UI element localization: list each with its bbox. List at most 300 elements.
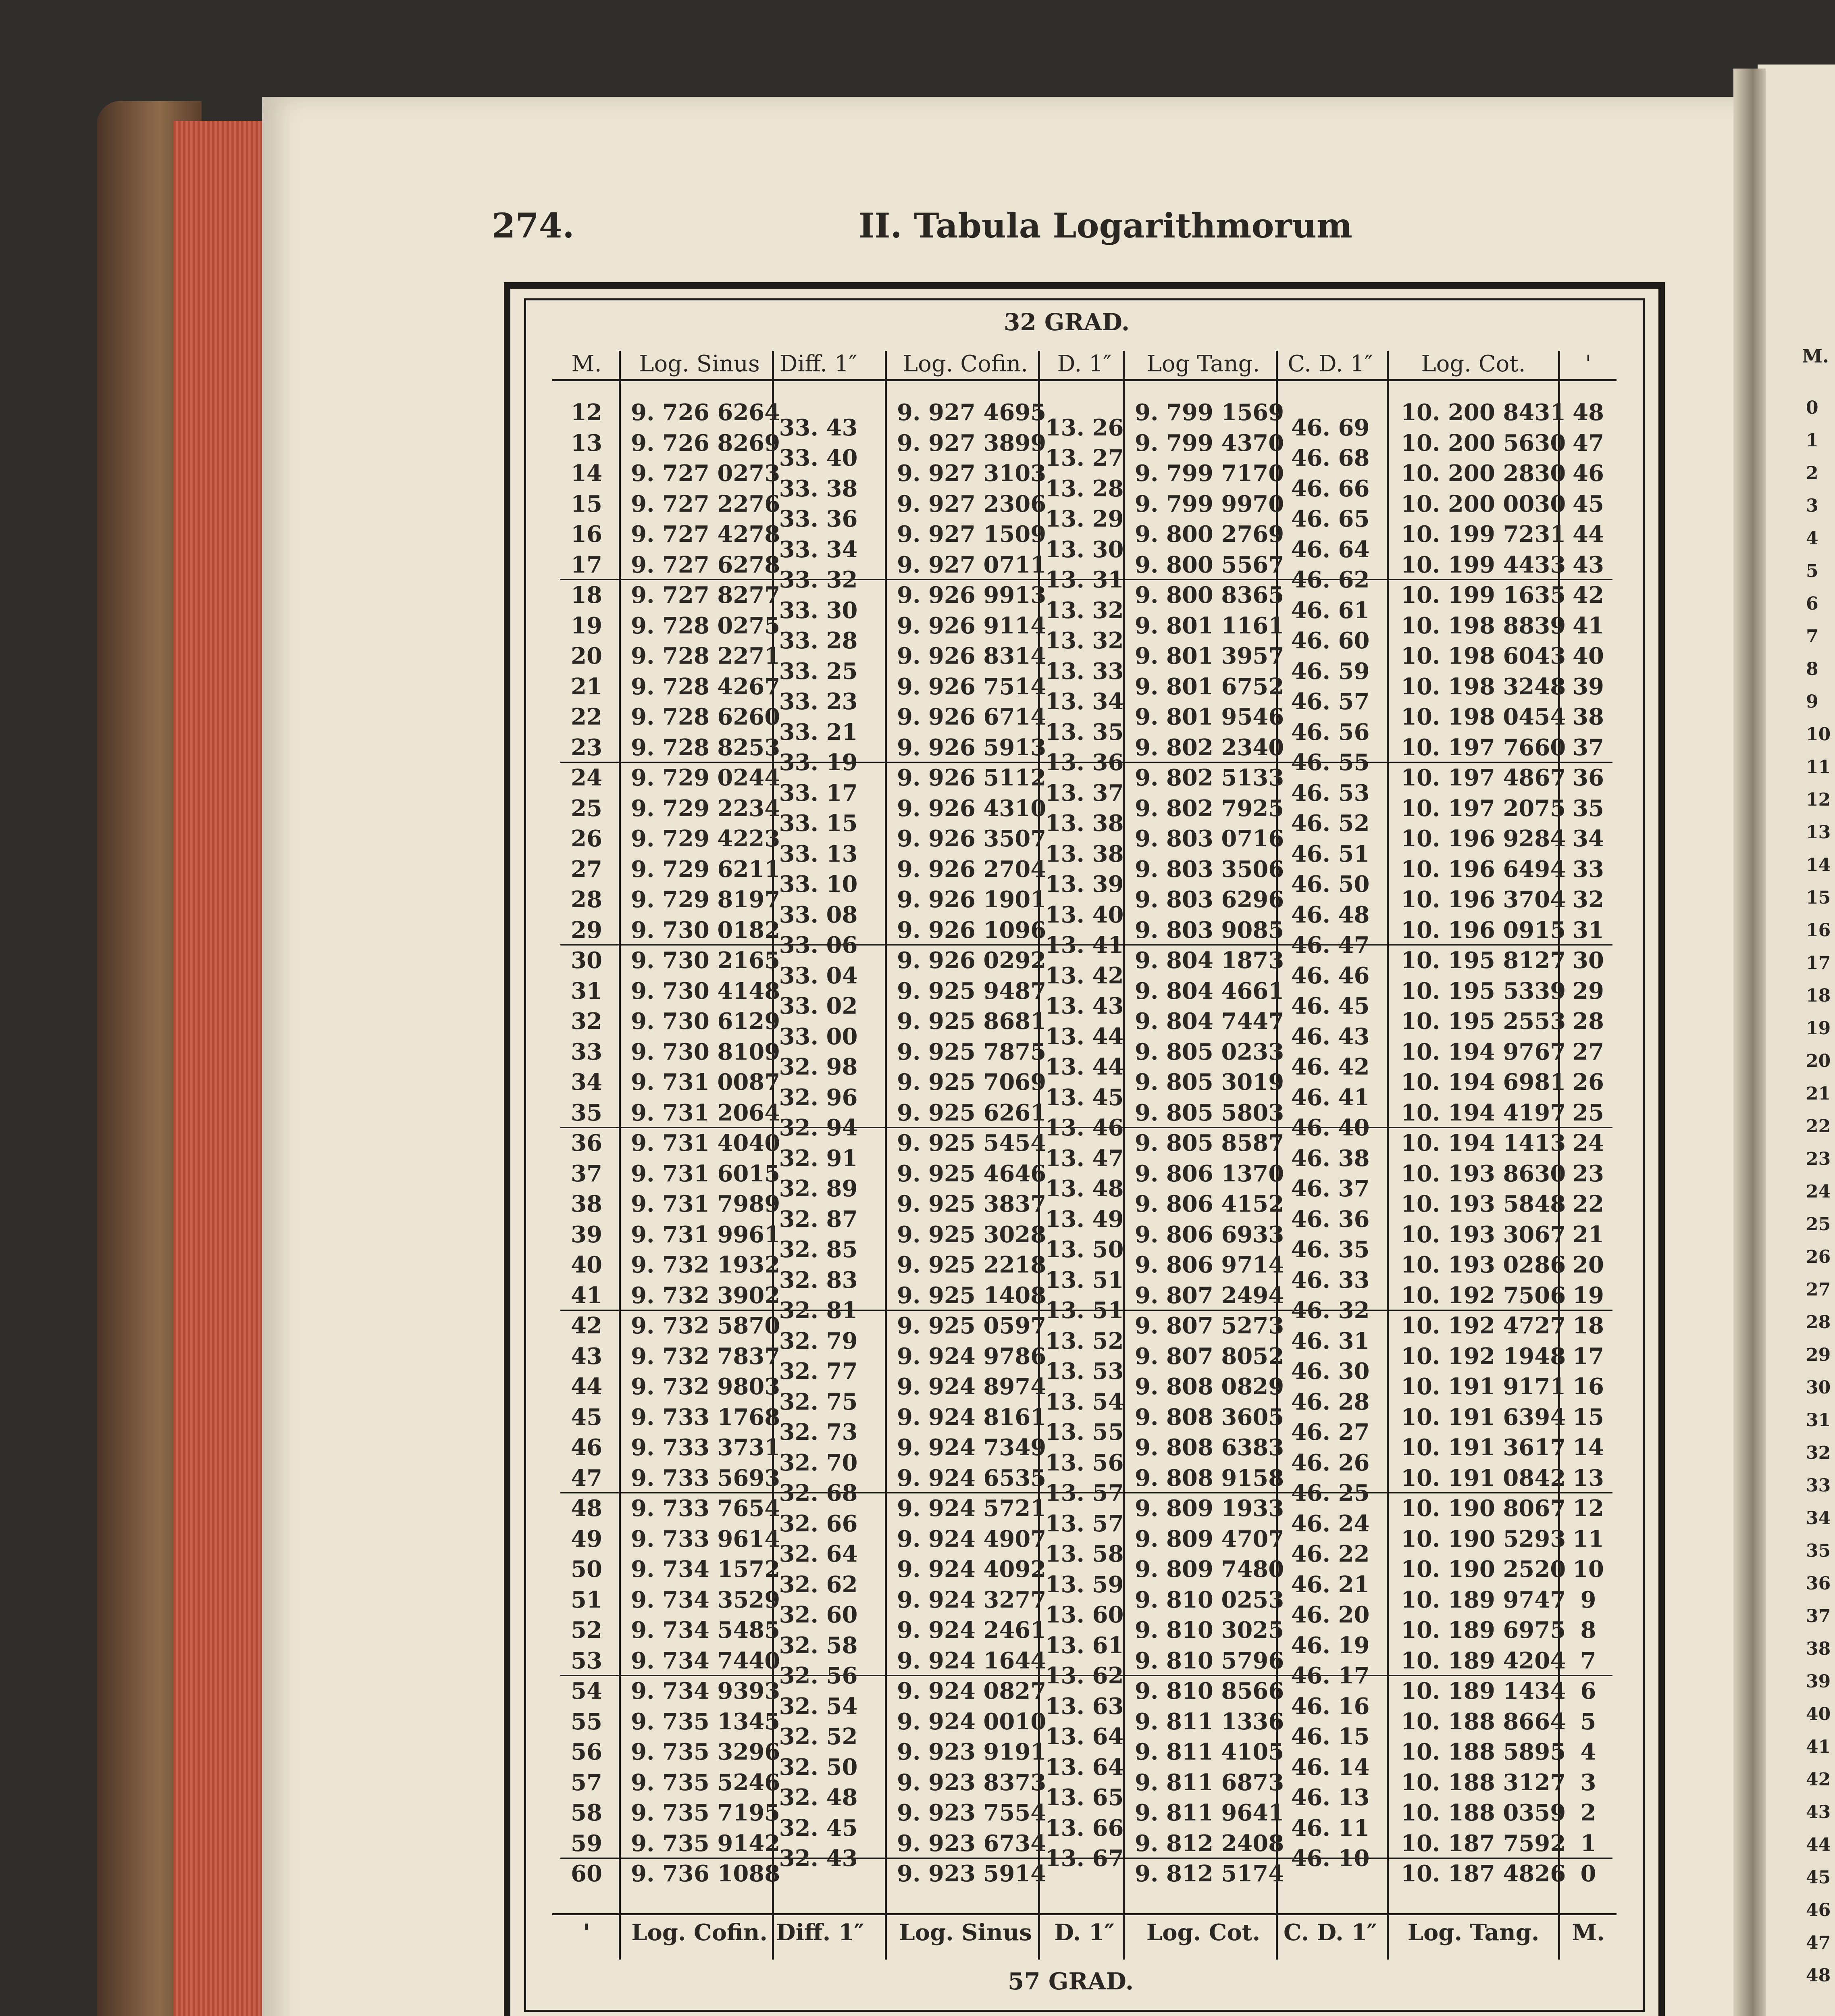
next-page-minute: 8 xyxy=(1806,659,1818,679)
log-cotangent-value: 10. 190 5293 xyxy=(1401,1526,1566,1552)
minute-label-right: 7 xyxy=(1580,1647,1596,1674)
next-page-minute: 20 xyxy=(1806,1051,1831,1071)
log-tangent-value: 9. 808 6383 xyxy=(1135,1434,1284,1461)
diff-cosinus-value: 13. 34 xyxy=(1045,688,1124,715)
diff-sinus-value: 32. 81 xyxy=(779,1297,858,1324)
next-page-minute: 28 xyxy=(1806,1312,1831,1333)
log-sinus-value: 9. 726 8269 xyxy=(631,430,780,456)
log-tangent-value: 9. 803 6296 xyxy=(1135,886,1284,913)
log-cotangent-value: 10. 193 5848 xyxy=(1401,1191,1566,1217)
next-page-minute: 9 xyxy=(1806,691,1818,712)
log-cosinus-value: 9. 926 4310 xyxy=(897,795,1046,822)
log-cosinus-value: 9. 926 8314 xyxy=(897,643,1046,669)
header-log-tangent: Log Tang. xyxy=(1146,351,1260,377)
log-cotangent-value: 10. 188 0359 xyxy=(1401,1799,1566,1826)
diff-cosinus-value: 13. 26 xyxy=(1045,414,1124,441)
diff-sinus-value: 32. 91 xyxy=(779,1145,858,1172)
diff-sinus-value: 33. 02 xyxy=(779,993,858,1019)
log-tangent-value: 9. 809 1933 xyxy=(1135,1495,1284,1522)
log-tangent-value: 9. 802 2340 xyxy=(1135,734,1284,761)
log-tangent-value: 9. 801 6752 xyxy=(1135,673,1284,700)
next-page-header: M. xyxy=(1802,345,1829,367)
log-cotangent-value: 10. 191 6394 xyxy=(1401,1404,1566,1431)
next-page-minute: 7 xyxy=(1806,626,1818,647)
log-cotangent-value: 10. 196 6494 xyxy=(1401,856,1566,883)
log-tangent-value: 9. 800 2769 xyxy=(1135,521,1284,548)
diff-sinus-value: 32. 66 xyxy=(779,1510,858,1537)
minute-label: 27 xyxy=(571,856,602,883)
minute-label-right: 38 xyxy=(1573,704,1604,730)
diff-cosinus-value: 13. 43 xyxy=(1045,993,1124,1019)
next-page-minute: 13 xyxy=(1806,822,1831,843)
diff-tangent-value: 46. 40 xyxy=(1291,1114,1370,1141)
diff-sinus-value: 32. 77 xyxy=(779,1358,858,1385)
log-cosinus-value: 9. 926 6714 xyxy=(897,704,1046,730)
next-page-minute: 41 xyxy=(1806,1737,1831,1757)
log-tangent-value: 9. 806 9714 xyxy=(1135,1252,1284,1278)
log-tangent-value: 9. 806 6933 xyxy=(1135,1221,1284,1248)
minute-label: 42 xyxy=(571,1312,602,1339)
log-cotangent-value: 10. 194 9767 xyxy=(1401,1039,1566,1065)
footer-log-cotangent: Log. Cot. xyxy=(1146,1919,1261,1946)
diff-sinus-value: 33. 25 xyxy=(779,658,858,685)
diff-sinus-value: 33. 40 xyxy=(779,445,858,471)
minute-label-right: 12 xyxy=(1573,1495,1604,1522)
diff-cosinus-value: 13. 60 xyxy=(1045,1602,1124,1628)
log-sinus-value: 9. 728 6260 xyxy=(631,704,780,730)
minute-label: 45 xyxy=(571,1404,602,1431)
log-cosinus-value: 9. 926 5112 xyxy=(897,764,1046,791)
log-tangent-value: 9. 802 5133 xyxy=(1135,764,1284,791)
minute-label-right: 22 xyxy=(1573,1191,1604,1217)
next-page-minute: 33 xyxy=(1806,1475,1831,1496)
minute-label: 36 xyxy=(571,1130,602,1156)
log-tangent-value: 9. 811 1336 xyxy=(1135,1708,1284,1735)
diff-tangent-value: 46. 62 xyxy=(1291,566,1370,593)
diff-cosinus-value: 13. 31 xyxy=(1045,566,1124,593)
diff-sinus-value: 32. 52 xyxy=(779,1723,858,1750)
log-cotangent-value: 10. 199 4433 xyxy=(1401,552,1566,578)
diff-tangent-value: 46. 57 xyxy=(1291,688,1370,715)
minute-label: 22 xyxy=(571,704,602,730)
log-cosinus-value: 9. 926 9114 xyxy=(897,612,1046,639)
minute-label: 33 xyxy=(571,1039,602,1065)
footer-diff-cosinus: D. 1″ xyxy=(1054,1919,1115,1946)
diff-tangent-value: 46. 65 xyxy=(1291,506,1370,532)
log-tangent-value: 9. 801 1161 xyxy=(1135,612,1284,639)
log-sinus-value: 9. 729 2234 xyxy=(631,795,780,822)
diff-cosinus-value: 13. 27 xyxy=(1045,445,1124,471)
minute-label-right: 34 xyxy=(1573,825,1604,852)
diff-cosinus-value: 13. 38 xyxy=(1045,841,1124,867)
log-cotangent-value: 10. 200 8431 xyxy=(1401,399,1566,426)
minute-label: 28 xyxy=(571,886,602,913)
minute-label-right: 32 xyxy=(1573,886,1604,913)
next-page-minute: 30 xyxy=(1806,1377,1831,1398)
minute-label-right: 42 xyxy=(1573,582,1604,608)
next-page-minute: 45 xyxy=(1806,1867,1831,1888)
next-page-minute: 27 xyxy=(1806,1279,1831,1300)
minute-label-right: 16 xyxy=(1573,1373,1604,1400)
log-sinus-value: 9. 730 0182 xyxy=(631,917,780,943)
diff-tangent-value: 46. 56 xyxy=(1291,719,1370,746)
diff-cosinus-value: 13. 61 xyxy=(1045,1632,1124,1659)
log-cosinus-value: 9. 923 6734 xyxy=(897,1830,1046,1857)
log-tangent-value: 9. 801 9546 xyxy=(1135,704,1284,730)
log-tangent-value: 9. 800 8365 xyxy=(1135,582,1284,608)
diff-sinus-value: 32. 87 xyxy=(779,1206,858,1233)
minute-label-right: 15 xyxy=(1573,1404,1604,1431)
next-page-minute: 22 xyxy=(1806,1116,1831,1137)
log-cosinus-value: 9. 927 1509 xyxy=(897,521,1046,548)
minute-label: 20 xyxy=(571,643,602,669)
log-sinus-value: 9. 731 2064 xyxy=(631,1100,780,1126)
diff-sinus-value: 33. 04 xyxy=(779,962,858,989)
minute-label-right: 35 xyxy=(1573,795,1604,822)
log-cotangent-value: 10. 190 8067 xyxy=(1401,1495,1566,1522)
diff-cosinus-value: 13. 32 xyxy=(1045,597,1124,624)
log-cosinus-value: 9. 924 4907 xyxy=(897,1526,1046,1552)
next-page-minute: 23 xyxy=(1806,1149,1831,1169)
diff-sinus-value: 32. 50 xyxy=(779,1754,858,1781)
log-cotangent-value: 10. 189 4204 xyxy=(1401,1647,1566,1674)
log-sinus-value: 9. 728 8253 xyxy=(631,734,780,761)
next-page-minute: 19 xyxy=(1806,1018,1831,1039)
minute-label-right: 18 xyxy=(1573,1312,1604,1339)
log-sinus-value: 9. 731 6015 xyxy=(631,1160,780,1187)
minute-label-right: 29 xyxy=(1573,978,1604,1004)
log-tangent-value: 9. 799 9970 xyxy=(1135,491,1284,517)
page-number: 274. xyxy=(492,206,574,246)
log-sinus-value: 9. 729 0244 xyxy=(631,764,780,791)
log-cosinus-value: 9. 924 9786 xyxy=(897,1343,1046,1370)
minute-label-right: 41 xyxy=(1573,612,1604,639)
diff-tangent-value: 46. 59 xyxy=(1291,658,1370,685)
minute-label-right: 33 xyxy=(1573,856,1604,883)
diff-sinus-value: 33. 36 xyxy=(779,506,858,532)
log-sinus-value: 9. 731 9961 xyxy=(631,1221,780,1248)
next-page-minute: 14 xyxy=(1806,855,1831,875)
minute-label: 40 xyxy=(571,1252,602,1278)
log-tangent-value: 9. 803 9085 xyxy=(1135,917,1284,943)
diff-cosinus-value: 13. 48 xyxy=(1045,1175,1124,1202)
minute-label: 18 xyxy=(571,582,602,608)
log-sinus-value: 9. 732 9803 xyxy=(631,1373,780,1400)
log-tangent-value: 9. 805 3019 xyxy=(1135,1069,1284,1095)
minute-label: 47 xyxy=(571,1465,602,1491)
minute-label: 21 xyxy=(571,673,602,700)
log-cotangent-value: 10. 198 0454 xyxy=(1401,704,1566,730)
log-sinus-value: 9. 730 2165 xyxy=(631,947,780,974)
diff-cosinus-value: 13. 67 xyxy=(1045,1845,1124,1872)
log-sinus-value: 9. 732 5870 xyxy=(631,1312,780,1339)
diff-sinus-value: 33. 00 xyxy=(779,1023,858,1050)
diff-tangent-value: 46. 64 xyxy=(1291,536,1370,563)
diff-cosinus-value: 13. 57 xyxy=(1045,1510,1124,1537)
diff-tangent-value: 46. 10 xyxy=(1291,1845,1370,1872)
log-cotangent-value: 10. 194 1413 xyxy=(1401,1130,1566,1156)
minute-label: 49 xyxy=(571,1526,602,1552)
diff-tangent-value: 46. 68 xyxy=(1291,445,1370,471)
diff-cosinus-value: 13. 33 xyxy=(1045,658,1124,685)
log-tangent-value: 9. 799 1569 xyxy=(1135,399,1284,426)
log-cotangent-value: 10. 196 3704 xyxy=(1401,886,1566,913)
minute-label-right: 24 xyxy=(1573,1130,1604,1156)
minute-label-right: 25 xyxy=(1573,1100,1604,1126)
diff-sinus-value: 33. 15 xyxy=(779,810,858,837)
log-sinus-value: 9. 729 4223 xyxy=(631,825,780,852)
diff-tangent-value: 46. 28 xyxy=(1291,1389,1370,1415)
minute-label: 29 xyxy=(571,917,602,943)
log-sinus-value: 9. 734 5485 xyxy=(631,1617,780,1643)
log-cotangent-value: 10. 191 0842 xyxy=(1401,1465,1566,1491)
minute-label-right: 6 xyxy=(1580,1678,1596,1704)
next-page-minute: 3 xyxy=(1806,496,1818,516)
header-diff-cosinus: D. 1″ xyxy=(1057,351,1112,377)
diff-tangent-value: 46. 20 xyxy=(1291,1602,1370,1628)
diff-cosinus-value: 13. 65 xyxy=(1045,1784,1124,1811)
diff-sinus-value: 33. 17 xyxy=(779,780,858,806)
log-tangent-value: 9. 800 5567 xyxy=(1135,552,1284,578)
diff-tangent-value: 46. 50 xyxy=(1291,871,1370,898)
log-tangent-value: 9. 806 4152 xyxy=(1135,1191,1284,1217)
log-cosinus-value: 9. 925 3837 xyxy=(897,1191,1046,1217)
log-cotangent-value: 10. 190 2520 xyxy=(1401,1556,1566,1583)
footer-diff: Diff. 1″ xyxy=(776,1919,864,1946)
diff-tangent-value: 46. 16 xyxy=(1291,1693,1370,1720)
log-cotangent-value: 10. 200 0030 xyxy=(1401,491,1566,517)
log-cosinus-value: 9. 927 3103 xyxy=(897,460,1046,487)
log-cotangent-value: 10. 193 3067 xyxy=(1401,1221,1566,1248)
minute-label-right: 47 xyxy=(1573,430,1604,456)
log-cotangent-value: 10. 194 4197 xyxy=(1401,1100,1566,1126)
diff-cosinus-value: 13. 44 xyxy=(1045,1054,1124,1080)
diff-cosinus-value: 13. 54 xyxy=(1045,1389,1124,1415)
diff-sinus-value: 32. 58 xyxy=(779,1632,858,1659)
next-page-minute: 0 xyxy=(1806,398,1818,418)
log-tangent-value: 9. 802 7925 xyxy=(1135,795,1284,822)
diff-sinus-value: 33. 06 xyxy=(779,932,858,958)
minute-label-right: 1 xyxy=(1580,1830,1596,1857)
minute-label: 30 xyxy=(571,947,602,974)
diff-tangent-value: 46. 11 xyxy=(1291,1815,1370,1841)
log-tangent-value: 9. 799 7170 xyxy=(1135,460,1284,487)
diff-cosinus-value: 13. 47 xyxy=(1045,1145,1124,1172)
diff-sinus-value: 32. 64 xyxy=(779,1541,858,1567)
log-cosinus-value: 9. 925 0597 xyxy=(897,1312,1046,1339)
minute-label-right: 31 xyxy=(1573,917,1604,943)
log-sinus-value: 9. 732 7837 xyxy=(631,1343,780,1370)
diff-tangent-value: 46. 25 xyxy=(1291,1480,1370,1506)
diff-sinus-value: 32. 79 xyxy=(779,1328,858,1354)
diff-cosinus-value: 13. 52 xyxy=(1045,1328,1124,1354)
log-cotangent-value: 10. 200 5630 xyxy=(1401,430,1566,456)
next-page-minute: 26 xyxy=(1806,1247,1831,1267)
diff-cosinus-value: 13. 58 xyxy=(1045,1541,1124,1567)
log-tangent-value: 9. 803 3506 xyxy=(1135,856,1284,883)
log-cosinus-value: 9. 926 3507 xyxy=(897,825,1046,852)
diff-cosinus-value: 13. 53 xyxy=(1045,1358,1124,1385)
log-cosinus-value: 9. 923 8373 xyxy=(897,1769,1046,1796)
minute-label: 59 xyxy=(571,1830,602,1857)
minute-label: 54 xyxy=(571,1678,602,1704)
log-tangent-value: 9. 801 3957 xyxy=(1135,643,1284,669)
minute-label: 12 xyxy=(571,399,602,426)
diff-tangent-value: 46. 61 xyxy=(1291,597,1370,624)
minute-label-right: 13 xyxy=(1573,1465,1604,1491)
diff-cosinus-value: 13. 42 xyxy=(1045,962,1124,989)
log-sinus-value: 9. 734 7440 xyxy=(631,1647,780,1674)
diff-tangent-value: 46. 53 xyxy=(1291,780,1370,806)
diff-sinus-value: 32. 43 xyxy=(779,1845,858,1872)
diff-sinus-value: 32. 98 xyxy=(779,1054,858,1080)
log-sinus-value: 9. 731 4040 xyxy=(631,1130,780,1156)
log-cotangent-value: 10. 193 0286 xyxy=(1401,1252,1566,1278)
diff-cosinus-value: 13. 44 xyxy=(1045,1023,1124,1050)
minute-label: 32 xyxy=(571,1008,602,1035)
minute-label: 53 xyxy=(571,1647,602,1674)
minute-label-right: 19 xyxy=(1573,1282,1604,1309)
diff-sinus-value: 32. 94 xyxy=(779,1114,858,1141)
log-sinus-value: 9. 735 5246 xyxy=(631,1769,780,1796)
log-cosinus-value: 9. 926 1096 xyxy=(897,917,1046,943)
next-page-minute: 16 xyxy=(1806,920,1831,941)
diff-cosinus-value: 13. 56 xyxy=(1045,1450,1124,1476)
log-sinus-value: 9. 732 3902 xyxy=(631,1282,780,1309)
minute-label: 41 xyxy=(571,1282,602,1309)
minute-label: 38 xyxy=(571,1191,602,1217)
log-cosinus-value: 9. 924 0010 xyxy=(897,1708,1046,1735)
log-cosinus-value: 9. 926 0292 xyxy=(897,947,1046,974)
diff-cosinus-value: 13. 38 xyxy=(1045,810,1124,837)
footer-log-sinus: Log. Sinus xyxy=(899,1919,1032,1946)
diff-sinus-value: 33. 43 xyxy=(779,414,858,441)
log-sinus-value: 9. 734 1572 xyxy=(631,1556,780,1583)
minute-label-right: 40 xyxy=(1573,643,1604,669)
minute-label-right: 8 xyxy=(1580,1617,1596,1643)
log-cosinus-value: 9. 927 2306 xyxy=(897,491,1046,517)
log-cotangent-value: 10. 187 4826 xyxy=(1401,1860,1566,1887)
diff-cosinus-value: 13. 37 xyxy=(1045,780,1124,806)
column-separator xyxy=(885,351,887,1960)
minute-label: 16 xyxy=(571,521,602,548)
footer-minutes-right: M. xyxy=(1572,1919,1605,1946)
next-page-minute: 44 xyxy=(1806,1835,1831,1855)
minute-label: 50 xyxy=(571,1556,602,1583)
diff-tangent-value: 46. 27 xyxy=(1291,1419,1370,1445)
diff-sinus-value: 33. 19 xyxy=(779,749,858,776)
log-cosinus-value: 9. 927 3899 xyxy=(897,430,1046,456)
diff-sinus-value: 32. 83 xyxy=(779,1267,858,1293)
log-tangent-value: 9. 799 4370 xyxy=(1135,430,1284,456)
diff-cosinus-value: 13. 64 xyxy=(1045,1723,1124,1750)
minute-label: 14 xyxy=(571,460,602,487)
log-cosinus-value: 9. 924 2461 xyxy=(897,1617,1046,1643)
log-cosinus-value: 9. 925 8681 xyxy=(897,1008,1046,1035)
diff-tangent-value: 46. 22 xyxy=(1291,1541,1370,1567)
log-tangent-value: 9. 803 0716 xyxy=(1135,825,1284,852)
log-cotangent-value: 10. 189 9747 xyxy=(1401,1587,1566,1613)
diff-sinus-value: 33. 34 xyxy=(779,536,858,563)
diff-cosinus-value: 13. 30 xyxy=(1045,536,1124,563)
diff-sinus-value: 33. 08 xyxy=(779,902,858,928)
log-tangent-value: 9. 807 8052 xyxy=(1135,1343,1284,1370)
diff-tangent-value: 46. 17 xyxy=(1291,1662,1370,1689)
log-cosinus-value: 9. 924 3277 xyxy=(897,1587,1046,1613)
log-cotangent-value: 10. 199 7231 xyxy=(1401,521,1566,548)
diff-cosinus-value: 13. 32 xyxy=(1045,627,1124,654)
minute-label-right: 36 xyxy=(1573,764,1604,791)
log-cotangent-value: 10. 195 8127 xyxy=(1401,947,1566,974)
diff-tangent-value: 46. 41 xyxy=(1291,1084,1370,1111)
diff-sinus-value: 32. 54 xyxy=(779,1693,858,1720)
minute-label-right: 43 xyxy=(1573,552,1604,578)
minute-label: 60 xyxy=(571,1860,602,1887)
minute-label: 39 xyxy=(571,1221,602,1248)
log-sinus-value: 9. 735 1345 xyxy=(631,1708,780,1735)
log-cotangent-value: 10. 187 7592 xyxy=(1401,1830,1566,1857)
diff-tangent-value: 46. 43 xyxy=(1291,1023,1370,1050)
diff-cosinus-value: 13. 41 xyxy=(1045,932,1124,958)
log-sinus-value: 9. 730 4148 xyxy=(631,978,780,1004)
log-tangent-value: 9. 809 7480 xyxy=(1135,1556,1284,1583)
log-cosinus-value: 9. 923 7554 xyxy=(897,1799,1046,1826)
minute-label-right: 17 xyxy=(1573,1343,1604,1370)
next-page-minute: 1 xyxy=(1806,430,1818,451)
log-sinus-value: 9. 727 0273 xyxy=(631,460,780,487)
minute-label-right: 21 xyxy=(1573,1221,1604,1248)
next-page-minute: 11 xyxy=(1806,757,1831,777)
log-tangent-value: 9. 810 3025 xyxy=(1135,1617,1284,1643)
log-cotangent-value: 10. 193 8630 xyxy=(1401,1160,1566,1187)
minute-label: 52 xyxy=(571,1617,602,1643)
log-cotangent-value: 10. 198 8839 xyxy=(1401,612,1566,639)
next-page-minute: 29 xyxy=(1806,1345,1831,1365)
log-cosinus-value: 9. 924 8974 xyxy=(897,1373,1046,1400)
minute-label: 37 xyxy=(571,1160,602,1187)
next-page-minute: 31 xyxy=(1806,1410,1831,1431)
log-sinus-value: 9. 735 9142 xyxy=(631,1830,780,1857)
diff-tangent-value: 46. 37 xyxy=(1291,1175,1370,1202)
minute-label-right: 5 xyxy=(1580,1708,1596,1735)
log-tangent-value: 9. 807 5273 xyxy=(1135,1312,1284,1339)
minute-label: 48 xyxy=(571,1495,602,1522)
log-tangent-value: 9. 806 1370 xyxy=(1135,1160,1284,1187)
next-page-minute: 43 xyxy=(1806,1802,1831,1822)
minute-label-right: 44 xyxy=(1573,521,1604,548)
next-page-minute: 15 xyxy=(1806,887,1831,908)
log-cosinus-value: 9. 927 4695 xyxy=(897,399,1046,426)
log-cotangent-value: 10. 189 1434 xyxy=(1401,1678,1566,1704)
header-log-sinus: Log. Sinus xyxy=(639,351,760,377)
minute-label: 57 xyxy=(571,1769,602,1796)
diff-cosinus-value: 13. 51 xyxy=(1045,1267,1124,1293)
minute-label-right: 30 xyxy=(1573,947,1604,974)
log-cosinus-value: 9. 925 3028 xyxy=(897,1221,1046,1248)
next-page-minute: 10 xyxy=(1806,724,1831,745)
log-cotangent-value: 10. 195 2553 xyxy=(1401,1008,1566,1035)
log-tangent-value: 9. 811 6873 xyxy=(1135,1769,1284,1796)
diff-sinus-value: 33. 28 xyxy=(779,627,858,654)
page-title: II. Tabula Logarithmorum xyxy=(859,206,1352,246)
grad-top: 32 GRAD. xyxy=(1004,308,1130,336)
minute-label-right: 23 xyxy=(1573,1160,1604,1187)
header-log-cosinus: Log. Cofin. xyxy=(903,351,1028,377)
footer-diff-cotangent: C. D. 1″ xyxy=(1283,1919,1377,1946)
log-tangent-value: 9. 810 8566 xyxy=(1135,1678,1284,1704)
diff-tangent-value: 46. 47 xyxy=(1291,932,1370,958)
log-sinus-value: 9. 733 3731 xyxy=(631,1434,780,1461)
